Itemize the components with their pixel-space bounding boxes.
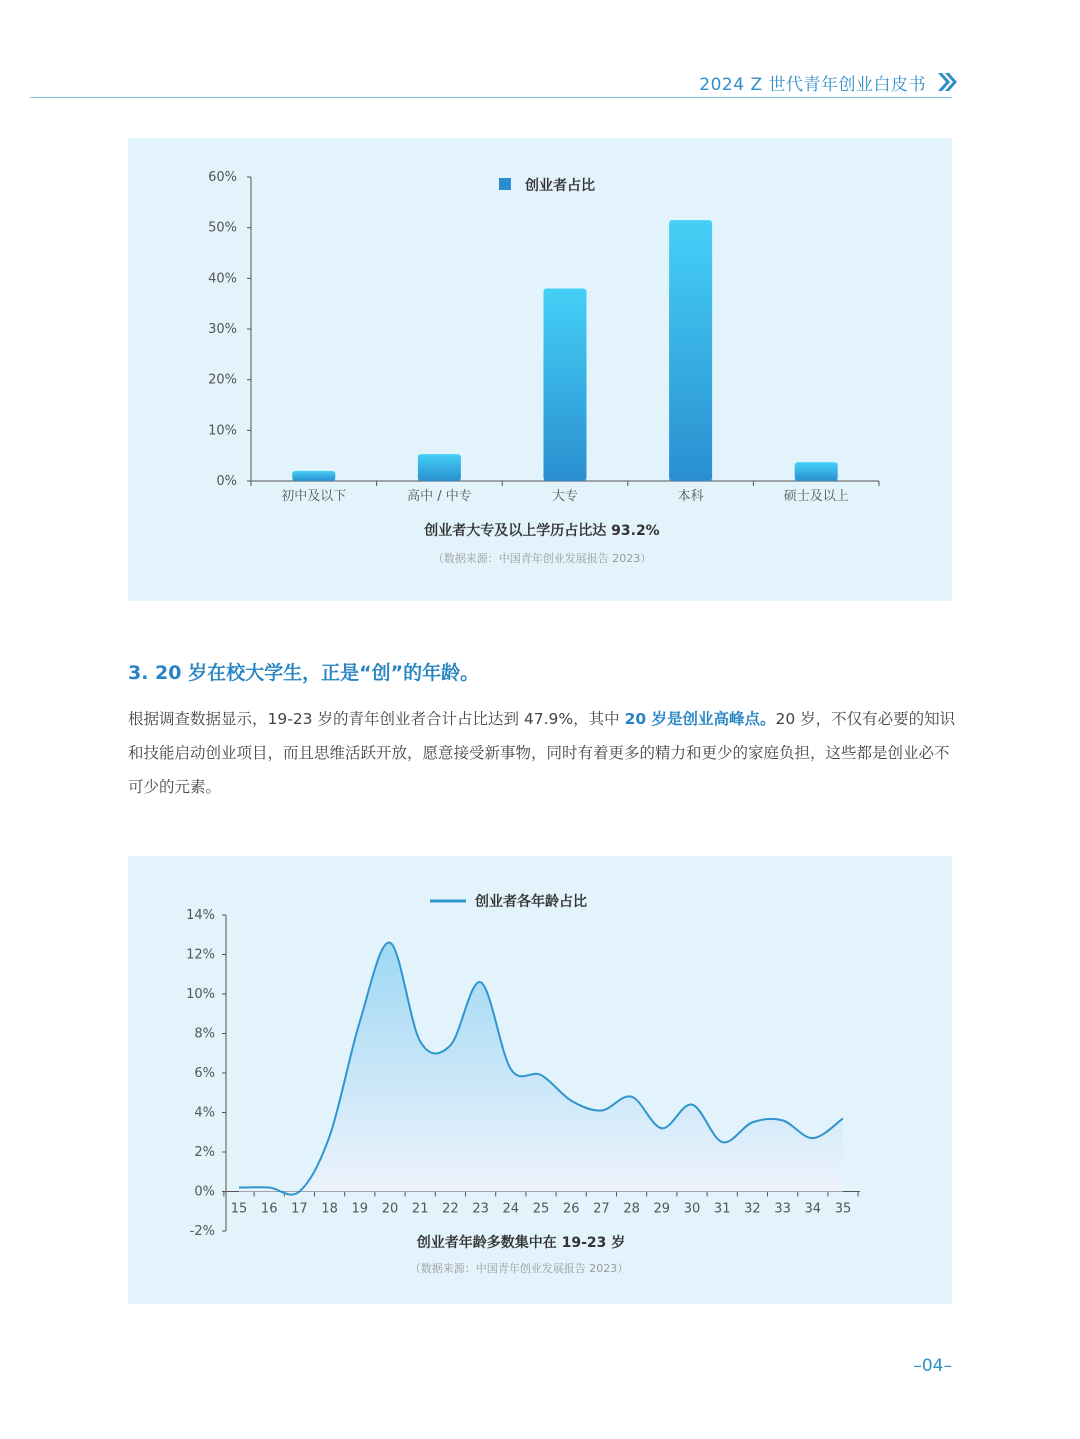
x-tick-label: 31 [713,1201,731,1217]
double-chevron-right-icon [935,70,959,94]
y-tick-label: 60% [208,170,237,185]
x-tick-label: 21 [411,1201,429,1217]
x-tick-label: 18 [321,1201,338,1217]
y-tick-label: 10% [208,423,237,439]
y-tick-label: 2% [194,1145,215,1160]
y-tick-label: 4% [194,1105,215,1121]
paragraph-text-2: 20 岁，不仅有必要的知识和技能启动创业项目，而且思维活跃开放，愿意接受新事物，同时有着更多的精力和更少的家庭负担，这些都是创业必不可少的元素。 [128,710,956,796]
x-tick-label: 24 [502,1201,520,1217]
x-tick-label: 本科 [677,489,704,504]
chart-caption: 创业者年龄多数集中在 19-23 岁 [416,1235,626,1251]
x-tick-label: 初中及以下 [281,489,347,504]
x-tick-label: 30 [683,1201,701,1217]
x-tick-label: 硕士及以上 [783,489,849,504]
y-tick-label: 30% [208,322,237,337]
education-chart-panel [128,138,952,601]
section-paragraph [128,702,956,804]
x-tick-label: 35 [834,1201,852,1217]
area-fill [239,942,843,1194]
bar [795,462,838,481]
x-tick-label: 25 [532,1201,550,1217]
y-tick-label: 20% [208,372,237,388]
section-title: 3. 20 岁在校大学生，正是“创”的年龄。 [128,662,480,684]
chart-caption: 创业者大专及以上学历占比达 93.2% [424,523,660,539]
x-tick-label: 22 [442,1201,459,1217]
x-tick-label: 32 [744,1201,761,1217]
x-tick-label: 28 [623,1201,640,1217]
x-tick-label: 19 [351,1201,369,1217]
x-tick-label: 16 [260,1201,278,1217]
x-tick-label: 29 [653,1201,671,1217]
y-tick-label: 6% [194,1066,215,1081]
y-tick-label: 40% [208,271,237,287]
paragraph-highlight: 20 岁是创业高峰点。 [624,710,776,728]
bar [418,454,461,481]
bar [669,220,712,481]
legend-label: 创业者各年龄占比 [475,894,587,910]
y-tick-label: 8% [194,1026,215,1042]
education-bar-chart [128,138,952,601]
x-tick-label: 27 [593,1201,610,1217]
legend-label: 创业者占比 [525,178,595,194]
y-tick-label: 50% [208,220,237,236]
bar [292,471,335,481]
legend-swatch [499,178,511,190]
y-tick-label: 0% [216,474,237,489]
page-number: –04– [913,1356,952,1376]
y-tick-label: 0% [194,1184,215,1200]
x-tick-label: 15 [230,1201,248,1217]
document-title: 2024 Z 世代青年创业白皮书 [699,75,926,95]
x-tick-label: 34 [804,1201,822,1217]
bar [544,288,587,481]
x-tick-label: 20 [381,1201,399,1217]
x-tick-label: 23 [472,1201,489,1217]
chart-source: （数据来源：中国青年创业发展报告 2023） [432,552,652,565]
age-chart-panel [128,856,952,1304]
x-tick-label: 33 [774,1201,791,1217]
chart-source: （数据来源：中国青年创业发展报告 2023） [409,1262,629,1275]
y-tick-label: 10% [186,987,215,1002]
paragraph-text-1: 根据调查数据显示，19-23 岁的青年创业者合计占比达到 47.9%，其中 [128,710,625,728]
x-tick-label: 高中 / 中专 [407,489,472,504]
y-tick-label: -2% [189,1224,215,1239]
age-area-chart [128,856,952,1304]
header-divider [30,97,952,98]
x-tick-label: 17 [291,1201,308,1217]
y-tick-label: 12% [186,947,215,963]
x-tick-label: 26 [562,1201,580,1217]
x-tick-label: 大专 [551,489,579,504]
y-tick-label: 14% [186,908,215,923]
